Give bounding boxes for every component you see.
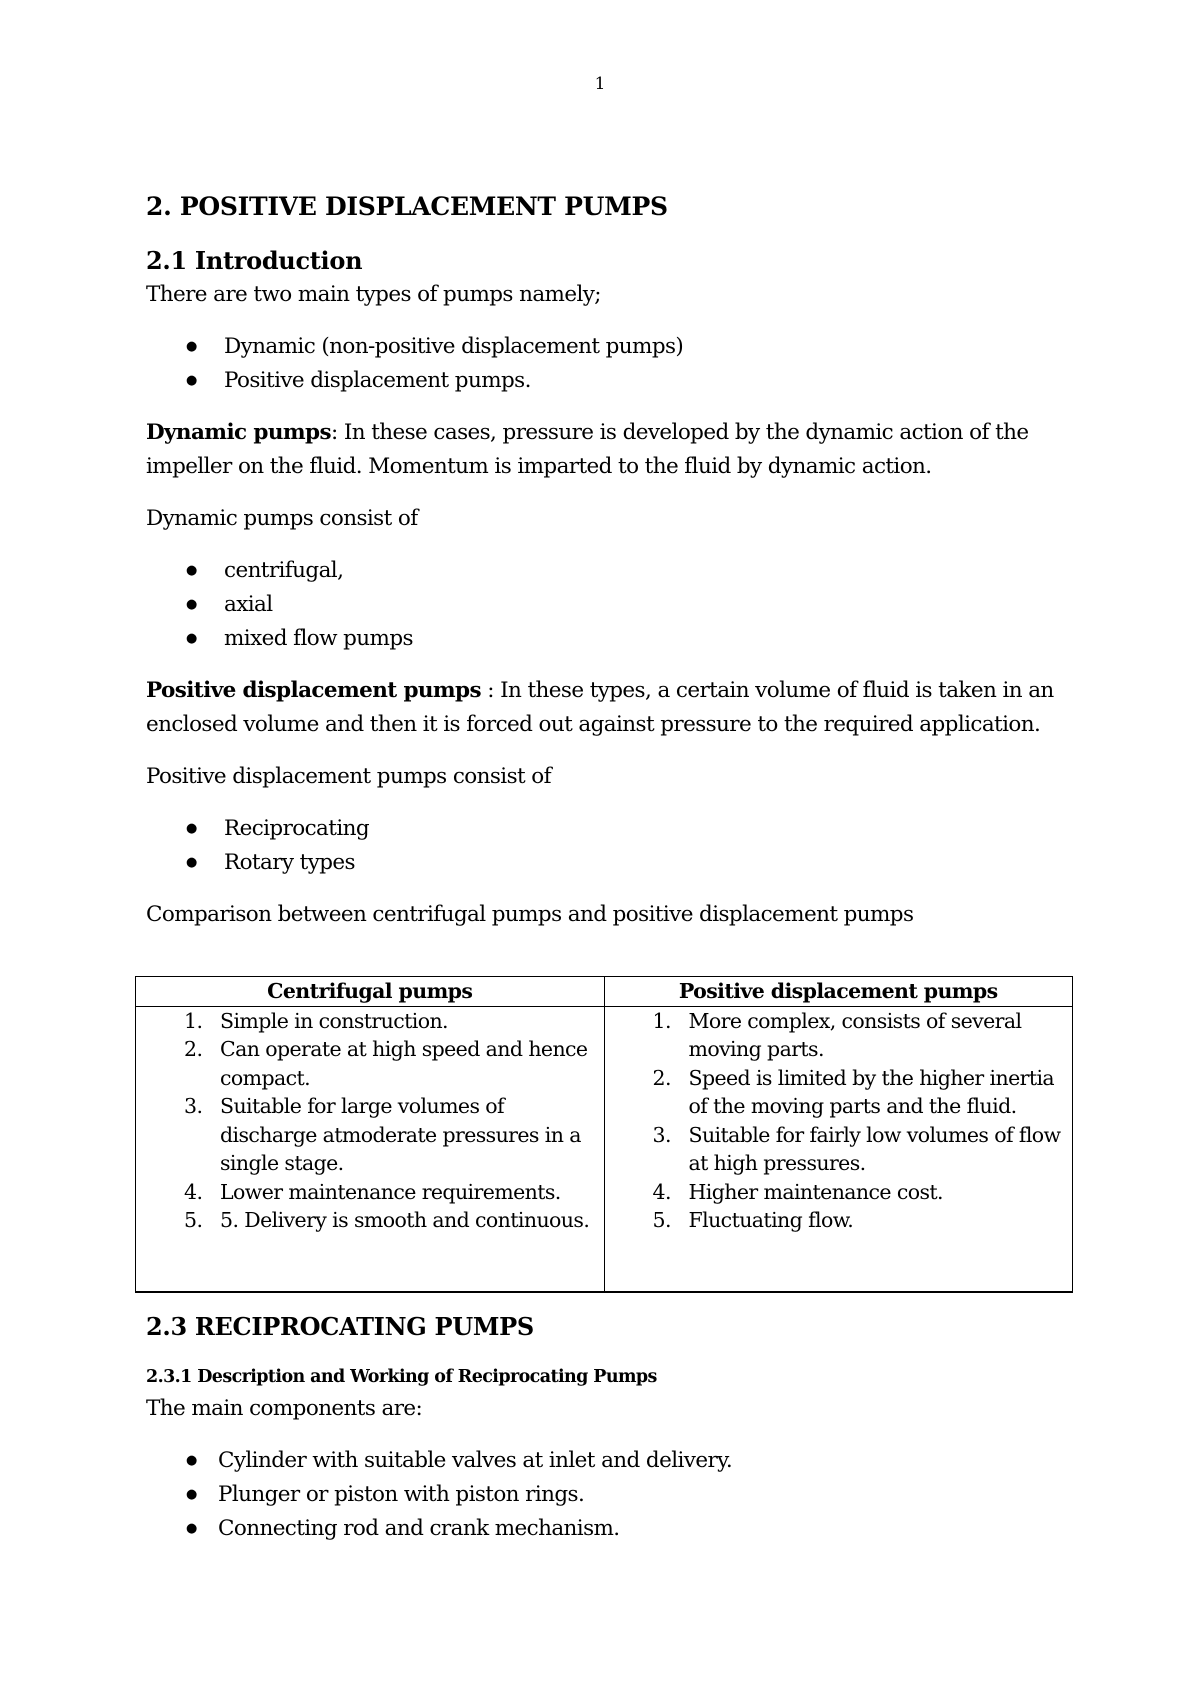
- list-item: ● Rotary types: [146, 846, 1076, 880]
- list-item: ● Plunger or piston with piston rings.: [146, 1478, 1076, 1512]
- dynamic-definition-text: : In these cases, pressure is developed by the dynamic action of the impeller on the fluid. Momentum is imparted to the fluid by dynamic action.: [146, 420, 1029, 479]
- list-item: 5. Fluctuating flow.: [652, 1208, 854, 1232]
- positive-cell: [604, 1006, 1073, 1292]
- list-item: 3. Suitable for large volumes of discharge atmoderate pressures in a single stage.: [184, 1094, 581, 1175]
- dynamic-definition: [146, 416, 1076, 484]
- list-item: 3. Suitable for fairly low volumes of flow at high pressures.: [652, 1122, 1061, 1175]
- dynamic-list: [146, 554, 1076, 656]
- dynamic-term: Dynamic pumps: [146, 420, 331, 445]
- pd-term: Positive displacement pumps: [146, 678, 481, 703]
- list-item: 5. 5. Delivery is smooth and continuous.: [184, 1208, 590, 1232]
- list-item: ● Positive displacement pumps.: [146, 364, 1076, 398]
- pd-consist-label: Positive displacement pumps consist of: [146, 764, 551, 789]
- list-item: 2. Speed is limited by the higher inertia of the moving parts and the fluid.: [652, 1065, 1055, 1118]
- centrifugal-cell: [136, 1006, 605, 1292]
- list-item: 1. More complex, consists of several moving parts.: [652, 1008, 1022, 1061]
- list-item: 4. Higher maintenance cost.: [652, 1179, 943, 1204]
- components-lead: The main components are:: [146, 1396, 423, 1421]
- document-body: [146, 190, 1076, 932]
- pd-definition-text: : In these types, a certain volume of fluid is taken in an enclosed volume and then it is forced out against pressure to the required application.: [146, 678, 1054, 737]
- header-centrifugal: Centrifugal pumps: [136, 977, 605, 1007]
- pump-types-list: [146, 330, 1076, 398]
- list-item: 1. Simple in construction.: [184, 1008, 448, 1033]
- list-item: 2. Can operate at high speed and hence compact.: [184, 1037, 588, 1090]
- list-item: ● Reciprocating: [146, 812, 1076, 846]
- reciprocating-subheading: 2.3.1 Description and Working of Reciprocating Pumps: [146, 1367, 657, 1387]
- components-list: [146, 1444, 1076, 1546]
- intro-lead: There are two main types of pumps namely;: [146, 282, 601, 307]
- pd-definition: [146, 674, 1076, 742]
- list-item: ● axial: [146, 588, 1076, 622]
- list-item: 4. Lower maintenance requirements.: [184, 1179, 561, 1204]
- list-item: ● Connecting rod and crank mechanism.: [146, 1512, 1076, 1546]
- reciprocating-section: [146, 1310, 1076, 1564]
- pd-list: [146, 812, 1076, 880]
- comparison-caption: Comparison between centrifugal pumps and positive displacement pumps: [146, 902, 914, 927]
- intro-heading: 2.1 Introduction: [146, 246, 363, 275]
- centrifugal-list: [144, 1007, 596, 1235]
- list-item: ● centrifugal,: [146, 554, 1076, 588]
- positive-list: [613, 1007, 1065, 1235]
- table-header-row: [136, 977, 1073, 1007]
- reciprocating-heading: 2.3 RECIPROCATING PUMPS: [146, 1312, 534, 1341]
- table-row: [136, 1006, 1073, 1292]
- list-item: ● Cylinder with suitable valves at inlet and delivery.: [146, 1444, 1076, 1478]
- chapter-title: 2. POSITIVE DISPLACEMENT PUMPS: [146, 192, 668, 221]
- list-item: ● mixed flow pumps: [146, 622, 1076, 656]
- comparison-table: [135, 976, 1073, 1293]
- header-positive: Positive displacement pumps: [604, 977, 1073, 1007]
- list-item: ● Dynamic (non-positive displacement pumps): [146, 330, 1076, 364]
- dynamic-consist-label: Dynamic pumps consist of: [146, 506, 418, 531]
- page-number: 1: [594, 74, 606, 94]
